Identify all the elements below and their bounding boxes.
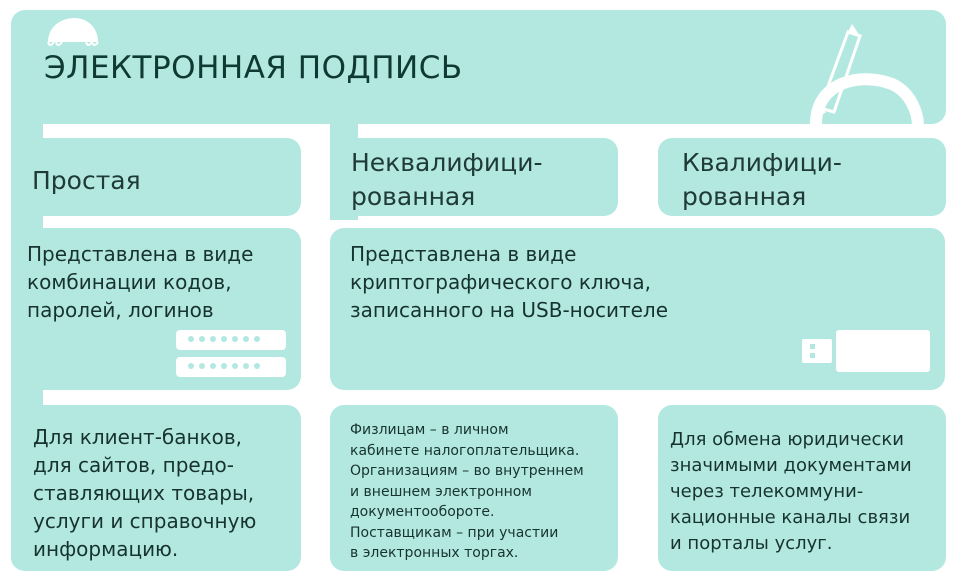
col1-description: Представлена в виде комбинации кодов, паролей, логинов (27, 242, 254, 322)
col1-usage: Для клиент-банков, для сайтов, предо- ставляющих товары, услуги и справочную информацию. (33, 425, 257, 561)
col3-usage: Для обмена юридически значимыми документами через телекоммуни- кационные каналы связи и порталы услуг. (670, 429, 912, 554)
pen-signature-icon (800, 22, 930, 126)
col2-description: Представлена в виде криптографического ключа, записанного на USB-носителе (350, 242, 669, 322)
col1-header: Простая (32, 166, 141, 195)
col2-usage: Физлицам – в личном кабинете налогоплательщика. Организациям – во внутреннем и внешнем электронном документообороте. Поставщикам – при участии в электронных торгах. (350, 422, 584, 561)
page-title: ЭЛЕКТРОННАЯ ПОДПИСЬ (44, 50, 463, 86)
password-fields-icon (176, 330, 286, 380)
col2-header: Неквалифици- рованная (351, 148, 543, 211)
decorative-animal-icon (42, 14, 104, 50)
col3-header: Квалифици- рованная (682, 148, 842, 211)
usb-drive-icon (802, 330, 930, 372)
